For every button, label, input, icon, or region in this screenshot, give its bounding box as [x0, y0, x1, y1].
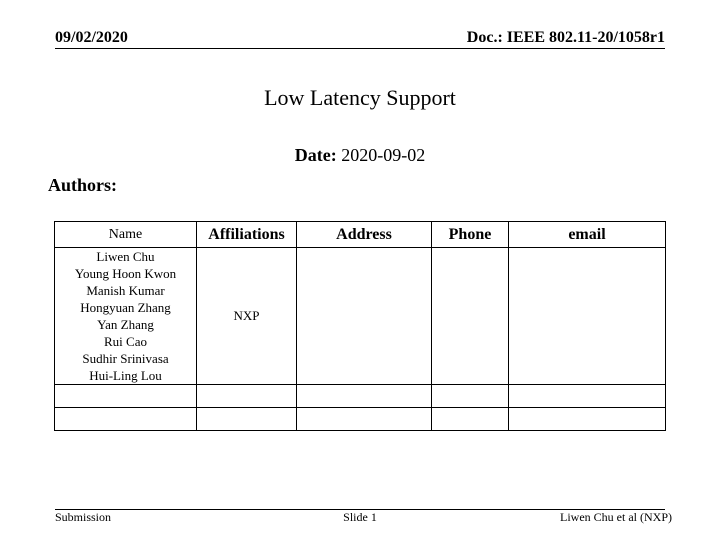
author-name: Young Hoon Kwon — [74, 266, 177, 281]
authors-table — [54, 221, 666, 431]
empty-cell — [197, 408, 297, 431]
affiliation-cell: NXP — [197, 248, 297, 385]
header-date: 09/02/2020 — [55, 29, 128, 46]
header-rule — [55, 48, 665, 49]
footer-submission: Submission — [55, 510, 112, 524]
header-doc-id: Doc.: IEEE 802.11-20/1058r1 — [466, 29, 665, 46]
col-header-phone: Phone — [432, 222, 509, 248]
author-name: Sudhir Srinivasa — [82, 351, 169, 366]
footer-author: Liwen Chu et al (NXP) — [560, 510, 672, 524]
phone-cell — [432, 248, 509, 385]
empty-cell — [509, 408, 666, 431]
col-header-address: Address — [297, 222, 432, 248]
col-header-affiliations: Affiliations — [197, 222, 297, 248]
date-line — [0, 145, 720, 166]
email-cell — [509, 248, 666, 385]
author-names-cell — [55, 248, 197, 385]
table-row — [55, 248, 666, 385]
author-name: Hongyuan Zhang — [80, 300, 171, 315]
empty-cell — [55, 385, 197, 408]
empty-cell — [197, 385, 297, 408]
empty-cell — [55, 408, 197, 431]
date-label: Date: — [294, 145, 337, 165]
date-value: 2020-09-02 — [336, 145, 426, 165]
table-header-row — [55, 222, 666, 248]
authors-label: Authors: — [48, 175, 118, 195]
empty-cell — [432, 408, 509, 431]
footer-slide-number: Slide 1 — [343, 510, 377, 524]
empty-cell — [297, 385, 432, 408]
col-header-name: Name — [55, 222, 197, 248]
author-name: Rui Cao — [104, 334, 147, 349]
address-cell — [297, 248, 432, 385]
author-name: Manish Kumar — [86, 283, 165, 298]
author-name: Liwen Chu — [96, 249, 155, 264]
empty-cell — [432, 385, 509, 408]
author-name: Yan Zhang — [97, 317, 154, 332]
table-row — [55, 408, 666, 431]
author-name: Hui-Ling Lou — [89, 368, 162, 383]
slide-title: Low Latency Support — [264, 85, 456, 110]
col-header-email: email — [509, 222, 666, 248]
empty-cell — [297, 408, 432, 431]
table-row — [55, 385, 666, 408]
empty-cell — [509, 385, 666, 408]
